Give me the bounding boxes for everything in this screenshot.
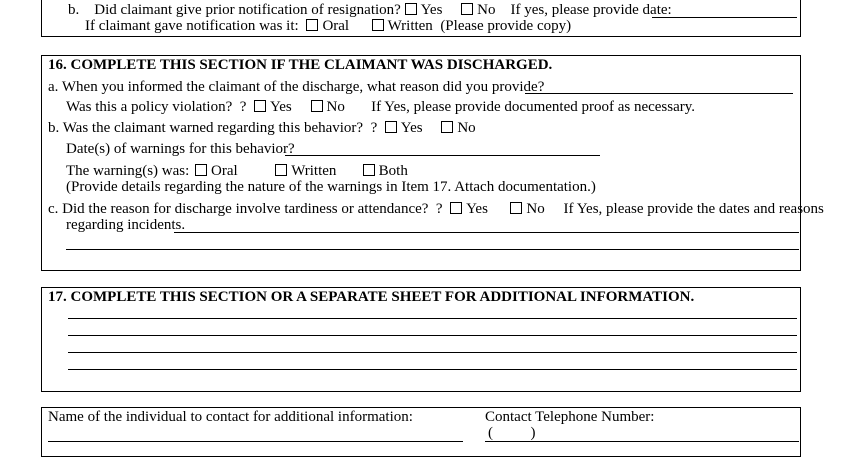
- discharge-reason-field[interactable]: [525, 93, 793, 94]
- prior-notification-row: [68, 2, 672, 19]
- tardiness-field-line-2[interactable]: [66, 249, 799, 250]
- tardiness-no-label: No: [526, 201, 545, 217]
- notification-type-row: [85, 18, 571, 35]
- tardiness-qmark: ?: [435, 201, 443, 217]
- tardiness-question: c. Did the reason for discharge involve tardiness or attendance?: [48, 201, 429, 217]
- notification-written-checkbox[interactable]: [372, 19, 384, 31]
- notification-date-label: If yes, please provide date:: [510, 2, 672, 18]
- warned-question: b. Was the claimant warned regarding this behavior?: [48, 120, 364, 136]
- notification-yes-checkbox[interactable]: [405, 3, 417, 15]
- section-16-title: 16. COMPLETE THIS SECTION IF THE CLAIMANT WAS DISCHARGED.: [48, 57, 553, 73]
- warning-written-checkbox[interactable]: [275, 164, 287, 176]
- policy-note: If Yes, please provide documented proof as necessary.: [371, 99, 696, 115]
- warning-type-question: The warning(s) was:: [66, 163, 190, 179]
- contact-phone-line[interactable]: [485, 441, 799, 442]
- tardiness-note: If Yes, please provide the dates and reasons: [563, 201, 824, 217]
- policy-no-label: No: [326, 99, 345, 115]
- notification-date-field[interactable]: [652, 17, 797, 18]
- notification-no-label: No: [477, 2, 496, 18]
- section-17-title: 17. COMPLETE THIS SECTION OR A SEPARATE SHEET FOR ADDITIONAL INFORMATION.: [48, 289, 695, 305]
- policy-yes-label: Yes: [269, 99, 292, 115]
- contact-name-label: Name of the individual to contact for additional information:: [48, 409, 413, 425]
- warned-no-checkbox[interactable]: [441, 121, 453, 133]
- warned-qmark: ?: [370, 120, 378, 136]
- additional-info-line-2[interactable]: [68, 335, 797, 336]
- item-b-prefix: b.: [68, 2, 80, 18]
- warning-oral-label: Oral: [211, 163, 238, 179]
- warning-dates-question: Date(s) of warnings for this behavior?: [66, 141, 295, 157]
- notification-type-question: If claimant gave notification was it:: [85, 18, 299, 34]
- warned-no-label: No: [457, 120, 476, 136]
- contact-phone-field[interactable]: ( ): [488, 425, 536, 441]
- tardiness-continued: regarding incidents.: [66, 217, 186, 233]
- warning-details-note: (Provide details regarding the nature of the warnings in Item 17. Attach documentation.): [66, 179, 596, 195]
- contact-phone-label: Contact Telephone Number:: [485, 409, 655, 425]
- notification-no-checkbox[interactable]: [461, 3, 473, 15]
- policy-qmark: ?: [239, 99, 247, 115]
- additional-info-line-3[interactable]: [68, 352, 797, 353]
- tardiness-yes-label: Yes: [466, 201, 488, 217]
- prior-notification-question: Did claimant give prior notification of resignation?: [94, 2, 401, 18]
- tardiness-yes-checkbox[interactable]: [450, 202, 462, 214]
- warning-written-label: Written: [291, 163, 337, 179]
- notification-oral-label: Oral: [322, 18, 350, 34]
- tardiness-row: [48, 201, 824, 218]
- tardiness-field-line-1[interactable]: [174, 232, 799, 233]
- warned-yes-label: Yes: [400, 120, 423, 136]
- policy-violation-row: [66, 99, 695, 116]
- warned-row: [48, 120, 476, 137]
- policy-violation-question: Was this a policy violation?: [66, 99, 233, 115]
- discharge-reason-question: a. When you informed the claimant of the discharge, what reason did you provide?: [48, 79, 545, 95]
- warning-both-label: Both: [378, 163, 408, 179]
- tardiness-no-checkbox[interactable]: [510, 202, 522, 214]
- notification-oral-checkbox[interactable]: [306, 19, 318, 31]
- additional-info-line-1[interactable]: [68, 318, 797, 319]
- notification-written-label: Written: [387, 18, 433, 34]
- policy-yes-checkbox[interactable]: [254, 100, 266, 112]
- warning-dates-field[interactable]: [285, 155, 600, 156]
- warned-yes-checkbox[interactable]: [385, 121, 397, 133]
- warning-oral-checkbox[interactable]: [195, 164, 207, 176]
- warning-both-checkbox[interactable]: [363, 164, 375, 176]
- notification-written-note: (Please provide copy): [440, 18, 572, 34]
- contact-name-field[interactable]: [48, 441, 463, 442]
- warning-type-row: [66, 163, 408, 180]
- additional-info-line-4[interactable]: [68, 369, 797, 370]
- policy-no-checkbox[interactable]: [311, 100, 323, 112]
- notification-yes-label: Yes: [420, 2, 443, 18]
